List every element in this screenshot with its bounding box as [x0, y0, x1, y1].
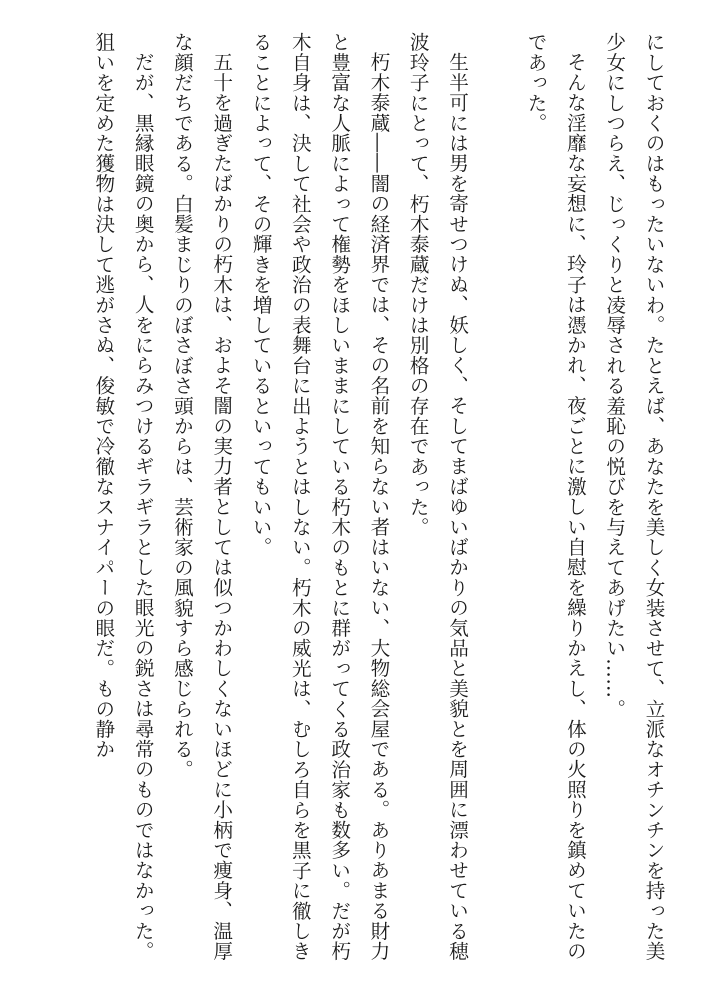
paragraph-5: 五十を過ぎたばかりの朽木は、およそ闇の実力者としては似つかわしくないほどに小柄で痩身、温厚な顔だちである。白髪まじりのぼさぼさ頭からは、芸術家の風貌すら感じられる。 [170, 32, 233, 961]
paragraph-6: だが、黒縁眼鏡の奥から、人をにらみつけるギラギラとした眼光の鋭さは尋常のものではなかった。狙いを定めた獲物は決して逃がさぬ、俊敏で冷徹なスナイパーの眼だ。もの静か [91, 32, 155, 961]
paragraph-2: そんな淫靡な妄想に、玲子は憑かれ、夜ごとに激しい自慰を繰りかえし、体の火照りを鎮めていたのであった。 [524, 32, 587, 961]
paragraph-1: にしておくのはもったいないわ。たとえば、あなたを美しく女装させて、立派なオチンチンを持った美少女にしつらえ、じっくりと凌辱される羞恥の悦びを与えてあげたい……。 [602, 32, 665, 962]
paragraph-4: 朽木泰蔵――闇の経済界では、その名前を知らない者はいない、大物総会屋である。ありあまる財力と豊富な人脈によって権勢をほしいままにしている朽木のもとに群がってくる政治家も数多い。だが朽木自身は、決して社会や政治の表舞台に出ようとはしない。朽木の威光は、むしろ自らを黒子に徹しきることによって、その輝きを増しているといってもいい。 [249, 32, 390, 962]
blank-line-separator [477, 32, 516, 972]
vertical-text-body [84, 32, 673, 972]
paragraph-3: 生半可には男を寄せつけぬ、妖しく、そしてまばゆいばかりの気品と美貌とを周囲に漂わせている穂波玲子にとって、朽木泰蔵だけは別格の存在であった。 [406, 32, 469, 961]
